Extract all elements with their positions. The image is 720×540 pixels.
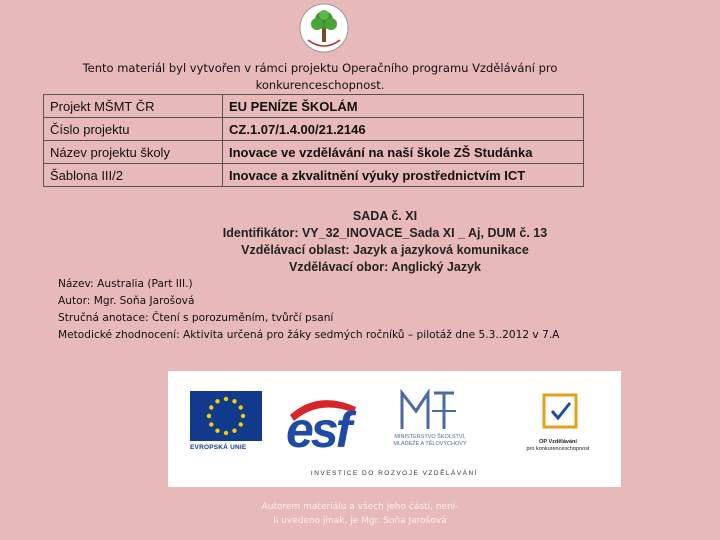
intro-text	[40, 60, 600, 94]
sada-identifier: Identifikátor: VY_32_INOVACE_Sada XI _ Aj, DUM č. 13	[222, 226, 548, 240]
eu-flag-icon	[190, 391, 262, 441]
msmt-label	[366, 434, 494, 448]
meta-anotace: Stručná anotace: Čtení s porozuměním, tvůrčí psaní	[58, 312, 334, 324]
eu-star-icon	[239, 422, 243, 426]
eu-star-icon	[209, 422, 213, 426]
intro-line-2: konkurenceschopnost.	[255, 78, 385, 92]
op-line-2: pro konkurenceschopnost	[526, 446, 590, 452]
row-label: Šablona III/2	[44, 164, 223, 187]
eu-star-icon	[209, 405, 213, 409]
table-row	[44, 118, 584, 141]
eu-star-icon	[207, 414, 211, 418]
sada-obor: Vzdělávací obor: Anglický Jazyk	[289, 260, 481, 274]
footer-line-1: Autorem materiálu a všech jeho částí, není-	[261, 502, 459, 512]
msmt-line-2: MLÁDEŽE A TĚLOVÝCHOVY	[393, 441, 467, 447]
table-row	[44, 141, 584, 164]
op-vzdelavani-logo-icon	[540, 391, 580, 431]
row-value: CZ.1.07/1.4.00/21.2146	[223, 118, 584, 141]
eu-star-icon	[215, 399, 219, 403]
eu-star-icon	[215, 429, 219, 433]
row-label: Číslo projektu	[44, 118, 223, 141]
eu-funding-banner	[168, 371, 621, 487]
meta-autor: Autor: Mgr. Soňa Jarošová	[58, 295, 195, 307]
row-label: Název projektu školy	[44, 141, 223, 164]
meta-nazev: Název: Australia (Part III.)	[58, 278, 193, 290]
eu-star-icon	[232, 429, 236, 433]
eu-star-icon	[232, 399, 236, 403]
sada-block	[200, 208, 570, 276]
row-value: Inovace a zkvalitnění výuky prostřednictvím ICT	[223, 164, 584, 187]
intro-line-1: Tento materiál byl vytvořen v rámci projektu Operačního programu Vzdělávání pro	[82, 61, 558, 75]
footer-credit	[235, 500, 485, 528]
sada-oblast: Vzdělávací oblast: Jazyk a jazyková komunikace	[241, 243, 529, 257]
project-table	[43, 94, 584, 187]
school-logo	[298, 2, 350, 54]
eu-label: EVROPSKÁ UNIE	[190, 444, 247, 451]
investice-tagline: INVESTICE DO ROZVOJE VZDĚLÁVÁNÍ	[310, 470, 479, 477]
table-row	[44, 95, 584, 118]
eu-star-icon	[224, 397, 228, 401]
msmt-logo-icon	[398, 389, 458, 431]
row-label: Projekt MŠMT ČR	[44, 95, 223, 118]
meta-hodnoceni: Metodické zhodnocení: Aktivita určená pro žáky sedmých ročníků – pilotáž dne 5.3..2012 v 7.A	[58, 329, 560, 341]
sada-title: SADA č. XI	[352, 209, 418, 223]
meta-block	[58, 276, 678, 344]
eu-star-icon	[241, 414, 245, 418]
row-value: Inovace ve vzdělávání na naší škole ZŠ Studánka	[223, 141, 584, 164]
row-value: EU PENÍZE ŠKOLÁM	[223, 95, 584, 118]
eu-star-icon	[239, 405, 243, 409]
esf-logo-text: esf	[286, 402, 350, 458]
msmt-line-1: MINISTERSTVO ŠKOLSTVÍ,	[394, 434, 466, 440]
eu-star-icon	[224, 431, 228, 435]
op-label	[508, 439, 608, 453]
op-line-1: OP Vzdělávání	[539, 439, 577, 445]
footer-line-2: li uvedeno jinak, je Mgr. Soňa Jarošová	[273, 516, 447, 526]
table-row	[44, 164, 584, 187]
